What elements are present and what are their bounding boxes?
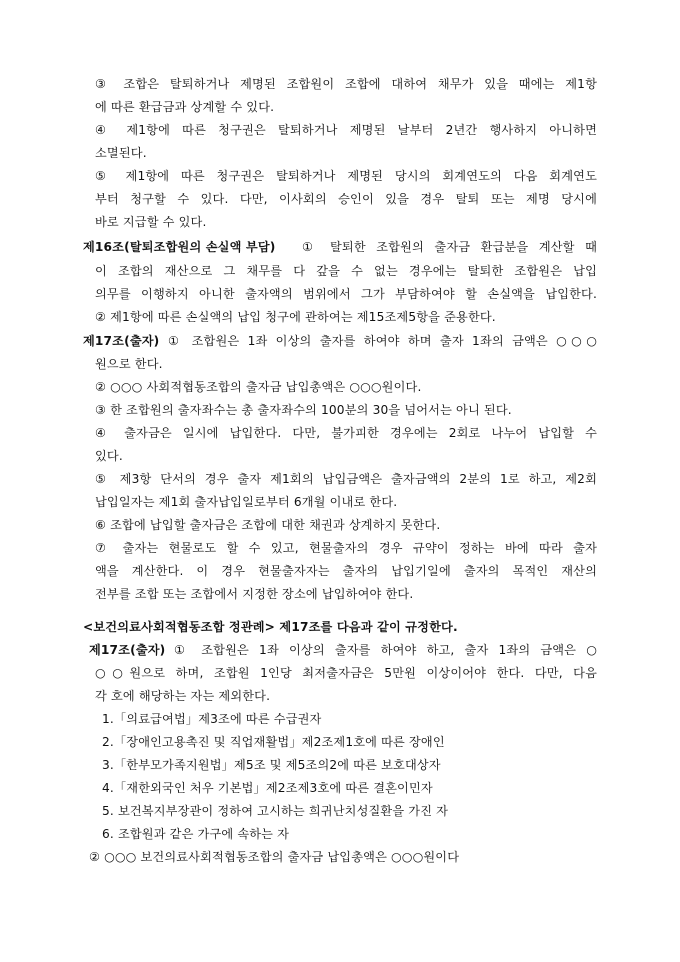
medical-line2: ○○원으로 하며, 조합원 1인당 최저출자금은 5만원 이상이어야 한다. 다만, 다음 xyxy=(95,666,597,680)
art16-line3: 의무를 이행하지 아니한 출자액의 범위에서 그가 부담하여야 할 손실액을 납입한다. xyxy=(95,287,597,301)
art17-line12: 전부를 조합 또는 조합에서 지정한 장소에 납입하여야 한다. xyxy=(95,587,414,601)
medical-item-6: 6. 조합원과 같은 가구에 속하는 자 xyxy=(102,827,290,841)
medical-section-title: <보건의료사회적협동조합 정관례> 제17조를 다음과 같이 규정한다. xyxy=(83,620,458,634)
art15-para3-line2: 에 따른 환급금과 상계할 수 있다. xyxy=(95,100,275,114)
art17-line3: ② ○○○ 사회적협동조합의 출자금 납입총액은 ○○○원이다. xyxy=(95,380,422,394)
medical-item-3: 3.「한부모가족지원법」제5조 및 제5조의2에 따른 보호대상자 xyxy=(102,758,441,772)
medical-item-4: 4.「재한외국인 처우 기본법」제2조제3호에 따른 결혼이민자 xyxy=(102,781,433,795)
art15-para3-line1: ③ 조합은 탈퇴하거나 제명된 조합원이 조합에 대하여 채무가 있을 때에는 제1항 xyxy=(95,77,597,91)
medical-item-5: 5. 보건복지부장관이 정하여 고시하는 희귀난치성질환을 가진 자 xyxy=(102,804,449,818)
medical-line3: 각 호에 해당하는 자는 제외한다. xyxy=(95,689,271,703)
art17-line9: ⑥ 조합에 납입할 출자금은 조합에 대한 채권과 상계하지 못한다. xyxy=(95,518,441,532)
art16-line1-rest: ① 탈퇴한 조합원의 출자금 환급분을 계산할 때 xyxy=(302,240,597,254)
medical-line1-rest: ① 조합원은 1좌 이상의 출자를 하여야 하고, 출자 1좌의 금액은 ○ xyxy=(174,643,597,657)
art17-line1-rest: ① 조합원은 1좌 이상의 출자를 하여야 하며 출자 1좌의 금액은 ○○○ xyxy=(168,334,597,348)
art17-line11: 액을 계산한다. 이 경우 현물출자자는 출자의 납입기일에 출자의 목적인 재산의 xyxy=(95,564,597,578)
art17-heading: 제17조(출자) xyxy=(83,334,160,348)
medical-art17-heading: 제17조(출자) xyxy=(89,643,166,657)
art17-line4: ③ 한 조합원의 출자좌수는 총 출자좌수의 100분의 30을 넘어서는 아니 된다. xyxy=(95,403,512,417)
art16-heading: 제16조(탈퇴조합원의 손실액 부담) xyxy=(83,240,276,254)
medical-item-2: 2.「장애인고용촉진 및 직업재활법」제2조제1호에 따른 장애인 xyxy=(102,735,445,749)
art17-line6: 있다. xyxy=(95,449,123,463)
art16-line4: ② 제1항에 따른 손실액의 납입 청구에 관하여는 제15조제5항을 준용한다. xyxy=(95,310,496,324)
art17-line5: ④ 출자금은 일시에 납입한다. 다만, 불가피한 경우에는 2회로 나누어 납입할 수 xyxy=(95,426,597,440)
art15-para5-line1: ⑤ 제1항에 따른 청구권은 탈퇴하거나 제명된 당시의 회계연도의 다음 회계연도 xyxy=(95,169,597,183)
art15-para5-line3: 바로 지급할 수 있다. xyxy=(95,215,207,229)
medical-item-1: 1.「의료급여법」제3조에 따른 수급권자 xyxy=(102,712,322,726)
art16-line2: 이 조합의 재산으로 그 채무를 다 갚을 수 없는 경우에는 탈퇴한 조합원은 납입 xyxy=(95,264,597,278)
art17-line8: 납입일자는 제1회 출자납입일로부터 6개월 이내로 한다. xyxy=(95,495,398,509)
art17-line7: ⑤ 제3항 단서의 경우 출자 제1회의 납입금액은 출자금액의 2분의 1로 하고, 제2회 xyxy=(95,472,597,486)
art15-para5-line2: 부터 청구할 수 있다. 다만, 이사회의 승인이 있을 경우 탈퇴 또는 제명 당시에 xyxy=(95,192,597,206)
art17-line2: 원으로 한다. xyxy=(95,357,163,371)
art15-para4-line2: 소멸된다. xyxy=(95,146,147,160)
art17-line10: ⑦ 출자는 현물로도 할 수 있고, 현물출자의 경우 규약이 정하는 바에 따라 출자 xyxy=(95,541,597,555)
medical-para2: ② ○○○ 보건의료사회적협동조합의 출자금 납입총액은 ○○○원이다 xyxy=(89,850,460,864)
art15-para4-line1: ④ 제1항에 따른 청구권은 탈퇴하거나 제명된 날부터 2년간 행사하지 아니하면 xyxy=(95,123,597,137)
